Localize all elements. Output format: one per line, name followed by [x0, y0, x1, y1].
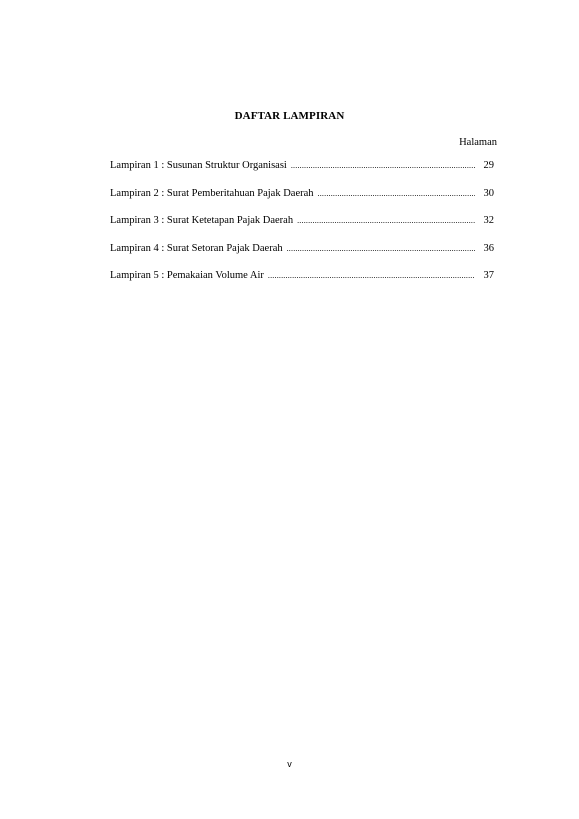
page-column-label: Halaman [459, 137, 497, 148]
entry-page-number: 29 [483, 160, 494, 171]
dot-leader [318, 189, 475, 198]
list-item [110, 160, 494, 188]
footer-page-number: v [287, 759, 292, 769]
entry-page-number: 36 [483, 242, 494, 254]
entry-title: Lampiran 3 : Surat Ketetapan Pajak Daerah [110, 215, 294, 226]
list-item [110, 215, 494, 243]
list-item [110, 243, 494, 271]
list-item [110, 270, 494, 298]
entry-page-number: 30 [483, 187, 494, 199]
dot-leader [287, 244, 475, 253]
entry-page-number: 32 [483, 215, 494, 226]
list-item [110, 188, 494, 216]
entry-title: Lampiran 2 : Surat Pemberitahuan Pajak Daerah [110, 187, 314, 199]
dot-leader [268, 271, 475, 280]
entry-title: Lampiran 4 : Surat Setoran Pajak Daerah [110, 242, 283, 254]
attachment-list [110, 160, 494, 298]
entry-title: Lampiran 1 : Susunan Struktur Organisasi [110, 160, 287, 171]
entry-page-number: 37 [483, 270, 494, 281]
entry-title: Lampiran 5 : Pemakaian Volume Air [110, 270, 264, 281]
page-title: DAFTAR LAMPIRAN [234, 110, 345, 122]
dot-leader [297, 216, 475, 225]
dot-leader [291, 161, 475, 170]
